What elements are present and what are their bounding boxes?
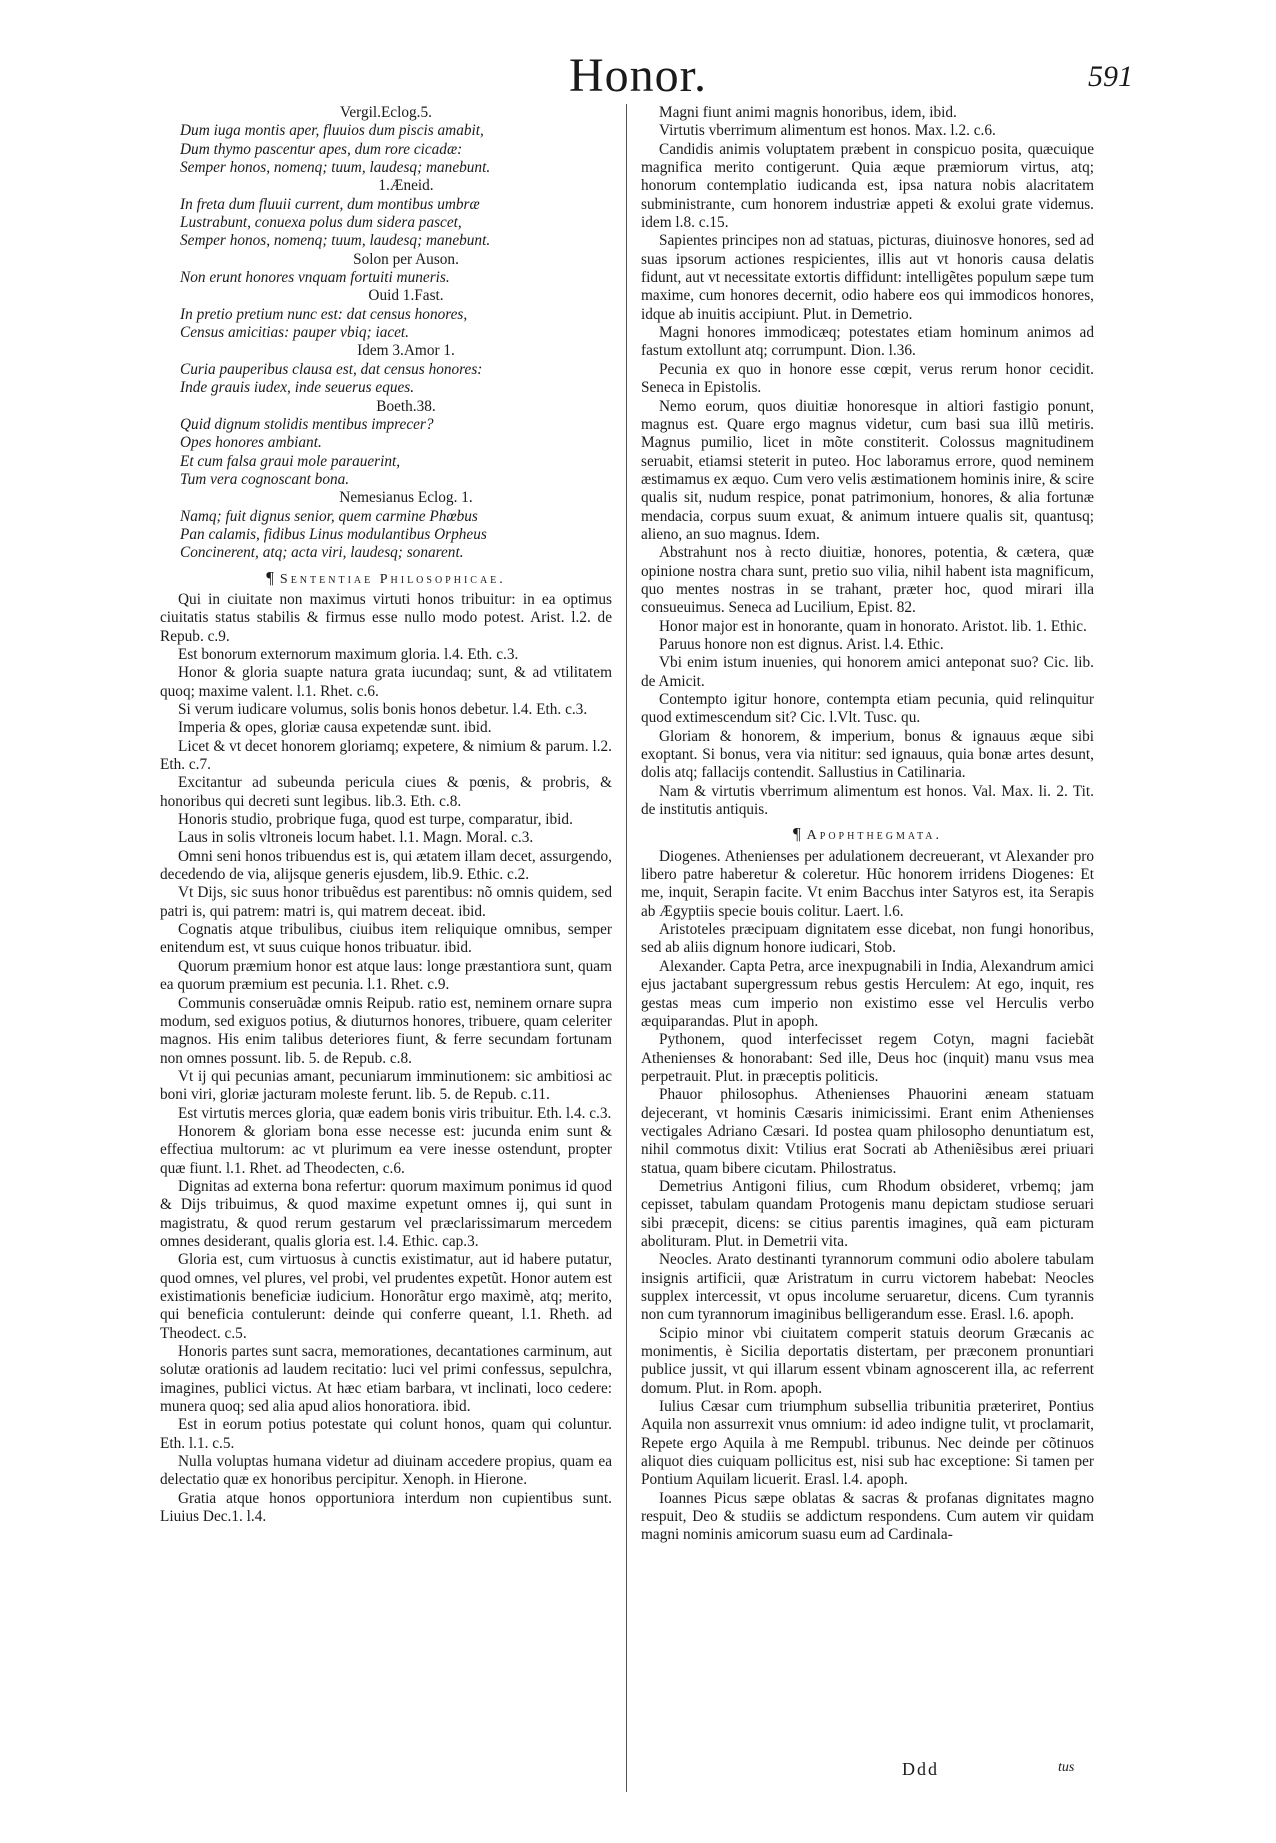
sententia-paragraph: Vt Dijs, sic suus honor tribuẽdus est parentibus: nõ omnis quidem, sed patri is, qui patrem: matri is, qui matrem deceat. ibid. — [160, 884, 612, 920]
verse-line: Semper honos, nomenq; tuum, laudesq; manebunt. — [180, 232, 491, 250]
verse-line: Curia pauperibus clausa est, dat census honores: — [180, 360, 483, 378]
verse-line: Dum iuga montis aper, fluuios dum piscis amabit, — [180, 122, 484, 140]
sententia-paragraph: Communis conseruãdæ omnis Reipub. ratio est, neminem ornare supra modum, sed exiguos potius, & diuturnos honores, tribuere, quam celeriter magnos. His enim talibus deteriores fiunt, & ferre secundam fortunam non omnes possunt. lib. 5. de Repub. c.8. — [160, 994, 612, 1067]
verse-line: Pan calamis, fidibus Linus modulantibus Orpheus — [180, 525, 487, 543]
apophthegm-paragraph: Alexander. Capta Petra, arce inexpugnabili in India, Alexandrum amici ejus jactabant supergressum rebus gestis Herculem: At ego, inquit, res gestas meas cum imperio non existimo esse vel Herculis verbo æquiparandas. Plut in apoph. — [641, 957, 1094, 1030]
sententia-paragraph: Dignitas ad externa bona refertur: quorum maximum ponimus id quod & Dijs tribuimus, & quod maxime expetunt omnes ij, qui sunt in magistratu, & quod rerum gestarum vel præclarissimarum mercedem omnes desiderant, qualis gloria est. l.4. Ethic. cap.3. — [160, 1177, 612, 1250]
apophthegm-paragraph: Demetrius Antigoni filius, cum Rhodum obsideret, vrbemq; jam cepisset, tabulam quandam Protogenis manu depictam studiose seruari sibi præcepit, dicens: se citius parentis imagines, quã eam picturam abolituram. Plut. in Demetrii vita. — [641, 1177, 1094, 1250]
sententia-paragraph: Excitantur ad subeunda pericula ciues & pœnis, & probris, & honoribus qui decreti sunt legibus. lib.3. Eth. c.8. — [160, 774, 612, 810]
sententia-paragraph: Sapientes principes non ad statuas, picturas, diuinosve honores, sed ad suas ipsorum actiones respicientes, illis aut vt honoris causa delatis fidunt, aut vt necessitate extortis diffidunt: intelligẽtes populum sæpe tum maxime, cum honores decernit, odio habere eos qui immodicos honores, idque ab inuitis accipiunt. Plut. in Demetrio. — [641, 232, 1094, 323]
sententia-paragraph: Honor & gloria suapte natura grata iucundaq; sunt, & ad vtilitatem quoq; maxime valent. l.1. Rhet. c.6. — [160, 664, 612, 700]
sententia-paragraph: Candidis animis voluptatem præbent in conspicuo posita, quæcuique magnifica merito contigerunt. Quia æque præmiorum virtus, atq; honorum contemplatio iudicanda est, ipsa natura nobis alacritatem subministrante, cum honorem industriæ appeti & exolui grate videmus. idem l.8. c.15. — [641, 140, 1094, 232]
sententia-paragraph: Vt ij qui pecunias amant, pecuniarum imminutionem: sic ambitiosi ac boni viri, gloriæ jacturam moleste ferunt. lib. 5. de Repub. c.11. — [160, 1067, 612, 1104]
sententia-paragraph: Si verum iudicare volumus, solis bonis honos debetur. l.4. Eth. c.3. — [178, 701, 588, 718]
section-heading — [641, 825, 1094, 845]
sententia-paragraph: Pecunia ex quo in honore esse cœpit, verus rerum honor cecidit. Seneca in Epistolis. — [641, 360, 1094, 397]
verse-line: Et cum falsa graui mole parauerint, — [180, 452, 401, 470]
sententia-paragraph: Est virtutis merces gloria, quæ eadem bonis viris tribuitur. Eth. l.4. c.3. — [178, 1104, 612, 1122]
apophthegm-paragraph: Iulius Cæsar cum triumphum subsellia tribunitia præteriret, Pontius Aquila non assurrexit vnus omnium: id adeo indigne tulit, vt proclamarit, Repete ergo Aquila à me Rempubl. tribunus. Nec deinde per cõtinuos aliquot dies cuiquam pollicitus est, nisi sub hac exceptione: Si tamen per Pontium Aquilam licuerit. Erasl. l.4. apoph. — [641, 1398, 1094, 1489]
sententia-paragraph: Gloria est, cum virtuosus à cunctis existimatur, aut id habere putatur, quod omnes, vel plures, vel probi, vel prudentes expetũt. Honor autem est existimationis beneficiæ iudicium. Honorãtur ergo maximè, atq; merito, qui beneficia contulerunt: deinde qui conferre queant, l.1. Rheth. ad Theodect. c.5. — [160, 1251, 612, 1342]
sententia-paragraph: Nam & virtutis vberrimum alimentum est honos. Val. Max. li. 2. Tit. de institutis antiquis. — [641, 782, 1094, 819]
sententia-paragraph: Imperia & opes, gloriæ causa expetendæ sunt. ibid. — [178, 719, 492, 737]
section-heading-text: Apophthegmata. — [806, 828, 943, 844]
apophthegm-paragraph: Scipio minor vbi ciuitatem comperit statuis deorum Græcanis ac monimentis, è Sicilia deportatis distertam, per præconem pronuntiari publice jussit, vt qui illarum essent vbinam agnoscerent illa, ac referrent domum. Plut. in Rom. apoph. — [641, 1324, 1094, 1397]
sententia-paragraph: Honoris partes sunt sacra, memorationes, decantationes carminum, aut solutæ orationis ad laudem recitatio: luci vel primi confessus, sepulchra, imagines, publici victus. At hæc etiam barbara, vt inclinati, loco cedere: munera quoq; sed alia apud alios honoratiora. ibid. — [160, 1343, 612, 1416]
signature-mark: Ddd — [902, 1759, 939, 1779]
verse-line: Non erunt honores vnquam fortuiti muneris. — [180, 269, 450, 287]
sententia-paragraph: Laus in solis vltroneis locum habet. l.1. Magn. Moral. c.3. — [178, 829, 534, 847]
sententia-paragraph: Gloriam & honorem, & imperium, bonus & ignauus æque sibi exoptant. Si bonus, vera via nititur: sed ignauus, quia bonæ artes desunt, dolis atq; fallacijs contendit. Sallustius in Catilinaria. — [641, 727, 1094, 782]
apophthegm-paragraph: Aristoteles præcipuam dignitatem esse dicebat, non fungi honoribus, sed ab aliis dignum honore iudicari, Stob. — [641, 921, 1094, 957]
sententia-paragraph: Honor major est in honorante, quam in honorato. Aristot. lib. 1. Ethic. — [659, 617, 1087, 635]
sententia-paragraph: Est in eorum potius potestate qui colunt honos, quam qui coluntur. Eth. l.1. c.5. — [160, 1416, 612, 1452]
verse-line: Dum thymo pascentur apes, dum rore cicadæ: — [180, 140, 463, 158]
sententia-paragraph: Magni fiunt animi magnis honoribus, idem, ibid. — [659, 104, 957, 121]
sententia-paragraph: Honorem & gloriam bona esse necesse est: jucunda enim sunt & effectiua multorum: ac vt plurimum ea vere inesse ostendunt, propter quæ fiunt. l.1. Rhet. ad Theodecten, c.6. — [160, 1122, 612, 1177]
verse-line: Tum vera cognoscant bona. — [180, 470, 350, 488]
sententia-paragraph: Cognatis atque tribulibus, ciuibus item reliquique omnibus, semper enitendum est, vt suus cuique honos tribuatur. ibid. — [160, 921, 612, 957]
sententia-paragraph: Abstrahunt nos à recto diuitiæ, honores, potentia, & cætera, quæ opinione nostra chara sunt, pretio suo vilia, nihil habent ista magnificum, quo mentes nostras in se trahant, præter hoc, quod mirari illa consueuimus. Seneca ad Lucilium, Epist. 82. — [641, 544, 1094, 617]
sententia-paragraph: Magni honores immodicæq; potestates etiam hominum animos ad fastum extollunt atq; corrumpunt. Dion. l.36. — [641, 324, 1094, 360]
verse-line: Inde grauis iudex, inde seuerus eques. — [180, 379, 415, 397]
sententia-paragraph: Est bonorum externorum maximum gloria. l.4. Eth. c.3. — [178, 645, 519, 663]
sententia-paragraph: Nulla voluptas humana videtur ad diuinam accedere propius, quam ea delectatio quæ ex honoribus percipitur. Xenoph. in Hierone. — [160, 1453, 612, 1489]
sententia-paragraph: Contempto igitur honore, contempta etiam pecunia, quid relinquitur quod extimescendum sit? Cic. l.Vlt. Tusc. qu. — [641, 691, 1094, 727]
verse-attribution: Idem 3.Amor 1. — [357, 342, 455, 360]
sententia-paragraph: Paruus honore non est dignus. Arist. l.4. Ethic. — [659, 635, 944, 653]
verse-line: Quid dignum stolidis mentibus imprecer? — [180, 415, 434, 433]
verse-line: In pretio pretium nunc est: dat census honores, — [180, 305, 468, 323]
running-head: Honor. — [569, 49, 707, 102]
left-column — [160, 104, 612, 1526]
sententia-paragraph: Virtutis vberrimum alimentum est honos. Max. l.2. c.6. — [659, 122, 996, 140]
verse-line: Namq; fuit dignus senior, quem carmine Phœbus — [180, 507, 478, 525]
pilcrow-icon: ¶ — [792, 824, 801, 844]
section-heading-text: Sententiae Philosophicae. — [279, 571, 506, 587]
verse-attribution: Boeth.38. — [376, 397, 436, 415]
page-number: 591 — [1088, 60, 1133, 93]
right-column — [641, 104, 1094, 1545]
verse-attribution: Solon per Auson. — [353, 250, 459, 268]
apophthegm-paragraph: Ioannes Picus sæpe oblatas & sacras & profanas dignitates magno respuit, Deo & studiis se addictum respondens. Cum autem vir quidam magni nominis amicorum suasu eum ad Cardinala- — [641, 1489, 1094, 1544]
verse-attribution: Vergil.Eclog.5. — [340, 104, 432, 121]
sententia-paragraph: Gratia atque honos opportuniora interdum non cupientibus sunt. Liuius Dec.1. l.4. — [160, 1489, 612, 1526]
sententia-paragraph: Quorum præmium honor est atque laus: longe præstantiora sunt, quam ea quorum præmium est pecunia. l.1. Rhet. c.9. — [160, 957, 612, 994]
sententia-paragraph: Qui in ciuitate non maximus virtuti honos tribuitur: in ea optimus ciuitatis status stabilis & firmus esse nullo modo potest. Arist. l.2. de Repub. c.9. — [160, 590, 612, 645]
sententia-paragraph: Omni seni honos tribuendus est is, qui ætatem illam decet, assurgendo, decedendo de via, alijsque generis ejusdem, lib.9. Ethic. c.2. — [160, 847, 612, 884]
verse-line: Opes honores ambiant. — [180, 434, 322, 452]
verse-attribution: Nemesianus Eclog. 1. — [339, 489, 473, 507]
apophthegm-paragraph: Phauor philosophus. Athenienses Phauorini æneam statuam dejecerant, vt hominis Cæsaris inimicissimi. Erant enim Athenienses vectigales Adriano Cæsari. Id postea quam philosopho denuntiatum est, nihil commotus dixit: Vtilius erat Socrati ab Atheniẽsibus ærei priuari statua, quam bibere cicutam. Philostratus. — [641, 1086, 1094, 1177]
apophthegm-paragraph: Diogenes. Athenienses per adulationem decreuerant, vt Alexander pro libero patre haberetur & coleretur. Hũc honorem irridens Diogenes: Et me, inquit, Serapin facite. Vt enim Bacchus inter Satyros est, ita Serapis ab Ægyptiis specie bouis colitur. Laert. l.6. — [641, 847, 1094, 920]
apophthegm-paragraph: Pythonem, quod interfecisset regem Cotyn, magni faciebãt Athenienses & honorabant: Sed ille, Deus hoc (inquit) manu vsus mea perpetrauit. Plut. in præceptis politicis. — [641, 1031, 1094, 1085]
column-divider — [626, 104, 627, 1792]
apophthegm-paragraph: Neocles. Arato destinanti tyrannorum communi odio abolere tabulam insignis artificii, quæ Aristratum in curru victorem habebat: Neocles supplex intercessit, vt opus incolume seruaretur, dicens. Cum tyrannis non cum tyrannorum imaginibus belligerandum esse. Erasl. l.6. apoph. — [641, 1251, 1094, 1324]
section-heading — [160, 569, 612, 589]
catchword: tus — [1058, 1760, 1075, 1775]
verse-line: Census amicitias: pauper vbiq; iacet. — [180, 324, 409, 342]
sententia-paragraph: Licet & vt decet honorem gloriamq; expetere, & nimium & parum. l.2. Eth. c.7. — [160, 737, 612, 774]
pilcrow-icon: ¶ — [266, 567, 274, 587]
verse-attribution: 1.Æneid. — [378, 177, 434, 195]
verse-attribution: Ouid 1.Fast. — [368, 287, 444, 305]
verse-line: In freta dum fluuii current, dum montibus umbræ — [180, 195, 480, 213]
sententia-paragraph: Nemo eorum, quos diuitiæ honoresque in altiori fastigio ponunt, magnus est. Quare ergo magnus videtur, cum basi sua illũ metiris. Magnus pumilio, licet in mõte constiterit. Colossus magnitudinem seruabit, etiamsi steterit in puteo. Hoc laboramus errore, quod neminem æstimamus ex æquo. Cum vero velis æstimationem hominis inire, & scire qualis sit, nudum respice, ponat patrimonium, honores, & alia fortunæ mendacia, corpus suum exuat, & animum intuere qualis sit, quantusq; alieno, an suo magnus. Idem. — [641, 397, 1094, 543]
verse-line: Concinerent, atq; acta viri, laudesq; sonarent. — [180, 544, 464, 562]
sententia-paragraph: Vbi enim istum inuenies, qui honorem amici anteponat suo? Cic. lib. de Amicit. — [641, 654, 1094, 690]
verse-line: Lustrabunt, conuexa polus dum sidera pascet, — [180, 214, 462, 232]
verse-line: Semper honos, nomenq; tuum, laudesq; manebunt. — [180, 159, 491, 177]
sententia-paragraph: Honoris studio, probrique fuga, quod est turpe, comparatur, ibid. — [178, 811, 573, 829]
